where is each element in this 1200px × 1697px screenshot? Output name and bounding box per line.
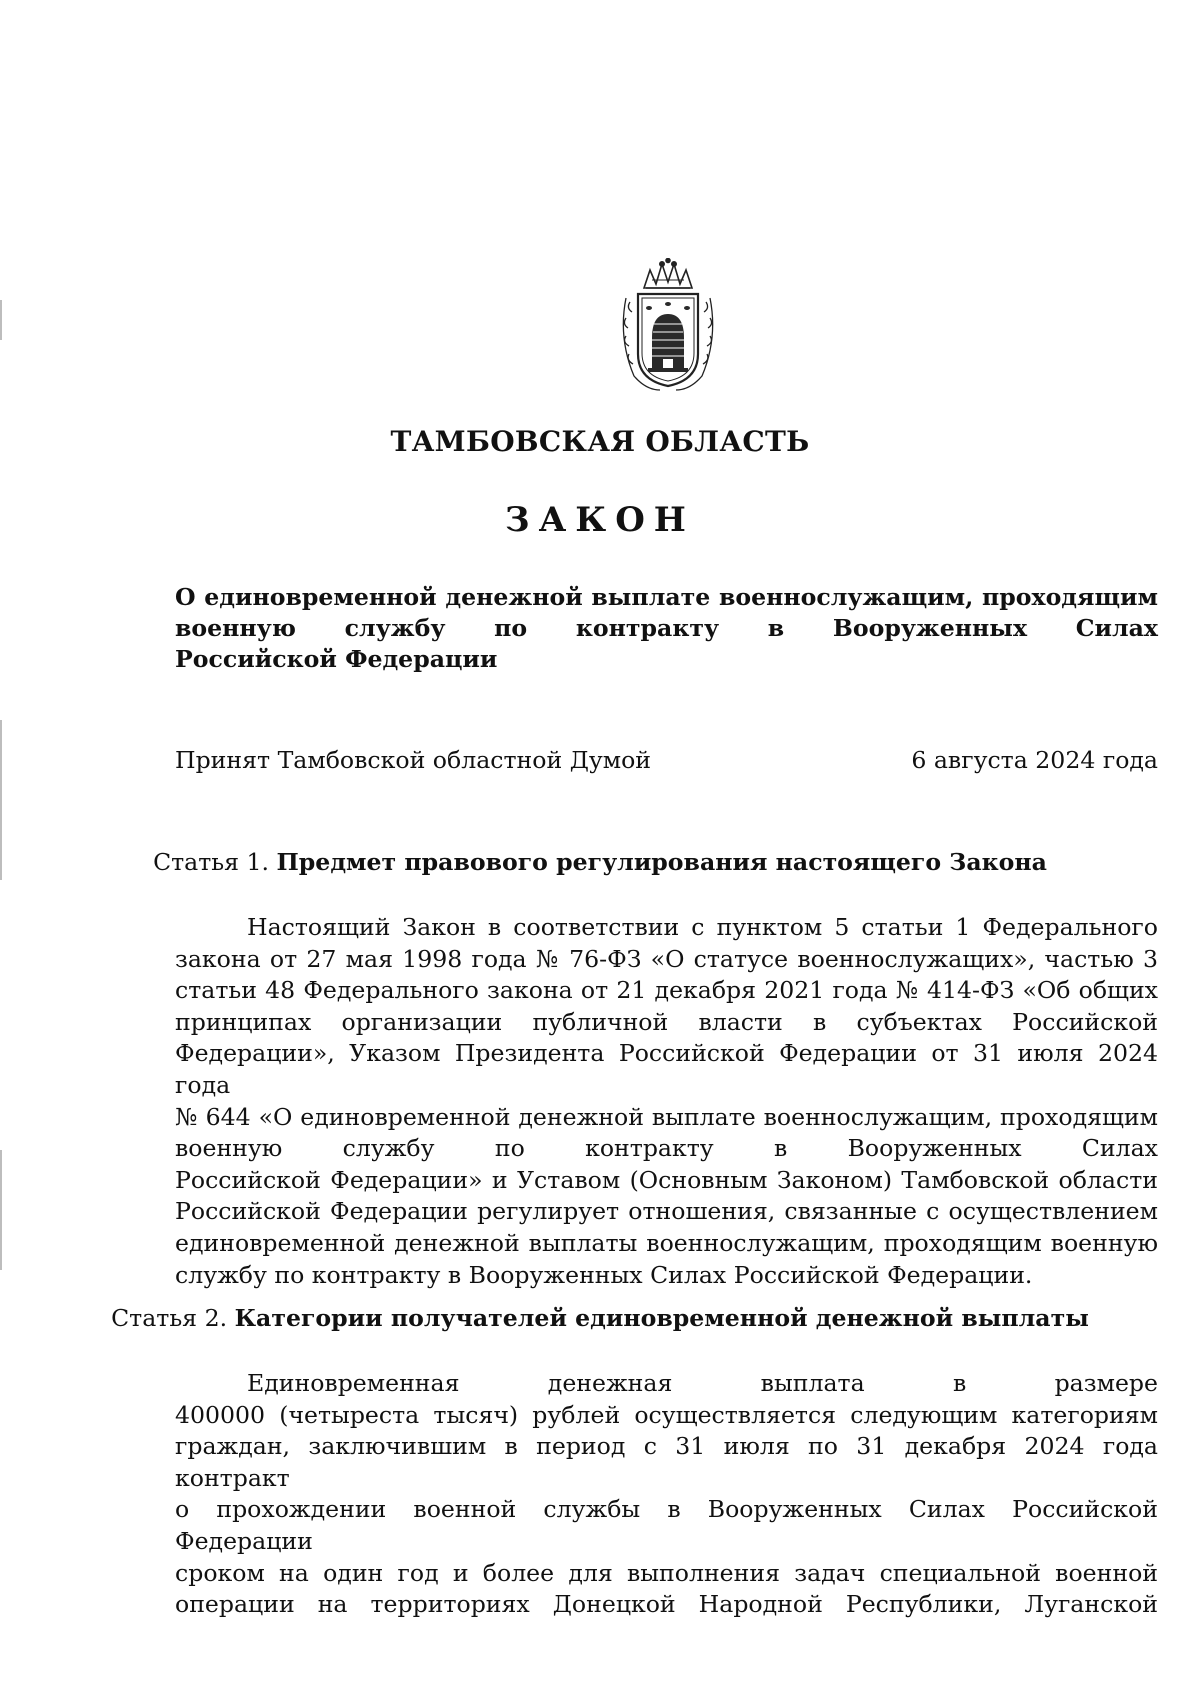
paragraph-line: граждан, заключившим в период с 31 июля по 31 декабря 2024 года контракт (175, 1432, 1158, 1492)
paragraph-line: Федерации», Указом Президента Российской Федерации от 31 июля 2024 года (175, 1039, 1158, 1099)
document-type: ЗАКОН (505, 500, 695, 540)
law-title (175, 582, 1158, 675)
law-title-line: военную службу по контракту в Вооруженных Силах (175, 614, 1158, 642)
article-2-body (175, 1368, 1158, 1621)
paragraph-line: статьи 48 Федерального закона от 21 декабря 2021 года № 414-ФЗ «Об общих (175, 976, 1158, 1005)
scan-edge-mark (0, 300, 2, 340)
paragraph-line: Единовременная денежная выплата в размере (247, 1369, 1158, 1397)
paragraph-line: принципах организации публичной власти в субъектах Российской (175, 1007, 1158, 1036)
coat-of-arms-icon (616, 258, 720, 398)
paragraph-line: 400000 (четыреста тысяч) рублей осуществляется следующим категориям (175, 1400, 1158, 1429)
article-1-heading (0, 848, 1200, 876)
article-2-heading (0, 1304, 1200, 1332)
article-2-prefix: Статья 2. (111, 1304, 228, 1332)
article-1-title: Предмет правового регулирования настоящего Закона (276, 848, 1047, 876)
paragraph-line: о прохождении военной службы в Вооруженных Силах Российской Федерации (175, 1495, 1158, 1555)
adopted-date: 6 августа 2024 года (911, 746, 1158, 774)
law-title-line: О единовременной денежной выплате военнослужащим, проходящим (175, 583, 1158, 611)
paragraph-line: № 644 «О единовременной денежной выплате военнослужащим, проходящим (175, 1102, 1158, 1131)
paragraph-line: закона от 27 мая 1998 года № 76-ФЗ «О статусе военнослужащих», частью 3 (175, 944, 1158, 973)
region-name: ТАМБОВСКАЯ ОБЛАСТЬ (390, 425, 810, 458)
article-1-body (175, 912, 1158, 1291)
paragraph-line: Российской Федерации регулирует отношения, связанные с осуществлением (175, 1197, 1158, 1226)
paragraph-line: Настоящий Закон в соответствии с пунктом 5 статьи 1 Федерального (247, 913, 1158, 941)
scan-edge-mark (0, 1150, 2, 1270)
paragraph-line: сроком на один год и более для выполнения задач специальной военной (175, 1558, 1158, 1587)
adoption-info (175, 746, 1158, 774)
paragraph-line: Российской Федерации» и Уставом (Основным Законом) Тамбовской области (175, 1165, 1158, 1194)
paragraph-line: военную службу по контракту в Вооруженных Силах (175, 1134, 1158, 1163)
paragraph-line: единовременной денежной выплаты военнослужащим, проходящим военную (175, 1228, 1158, 1257)
law-title-line: Российской Федерации (175, 645, 498, 673)
paragraph-line: службу по контракту в Вооруженных Силах Российской Федерации. (175, 1260, 1033, 1289)
article-1-prefix: Статья 1. (153, 848, 270, 876)
article-2-title: Категории получателей единовременной денежной выплаты (234, 1304, 1089, 1332)
paragraph-line: операции на территориях Донецкой Народной Республики, Луганской (175, 1590, 1158, 1619)
adopted-by: Принят Тамбовской областной Думой (175, 746, 652, 774)
